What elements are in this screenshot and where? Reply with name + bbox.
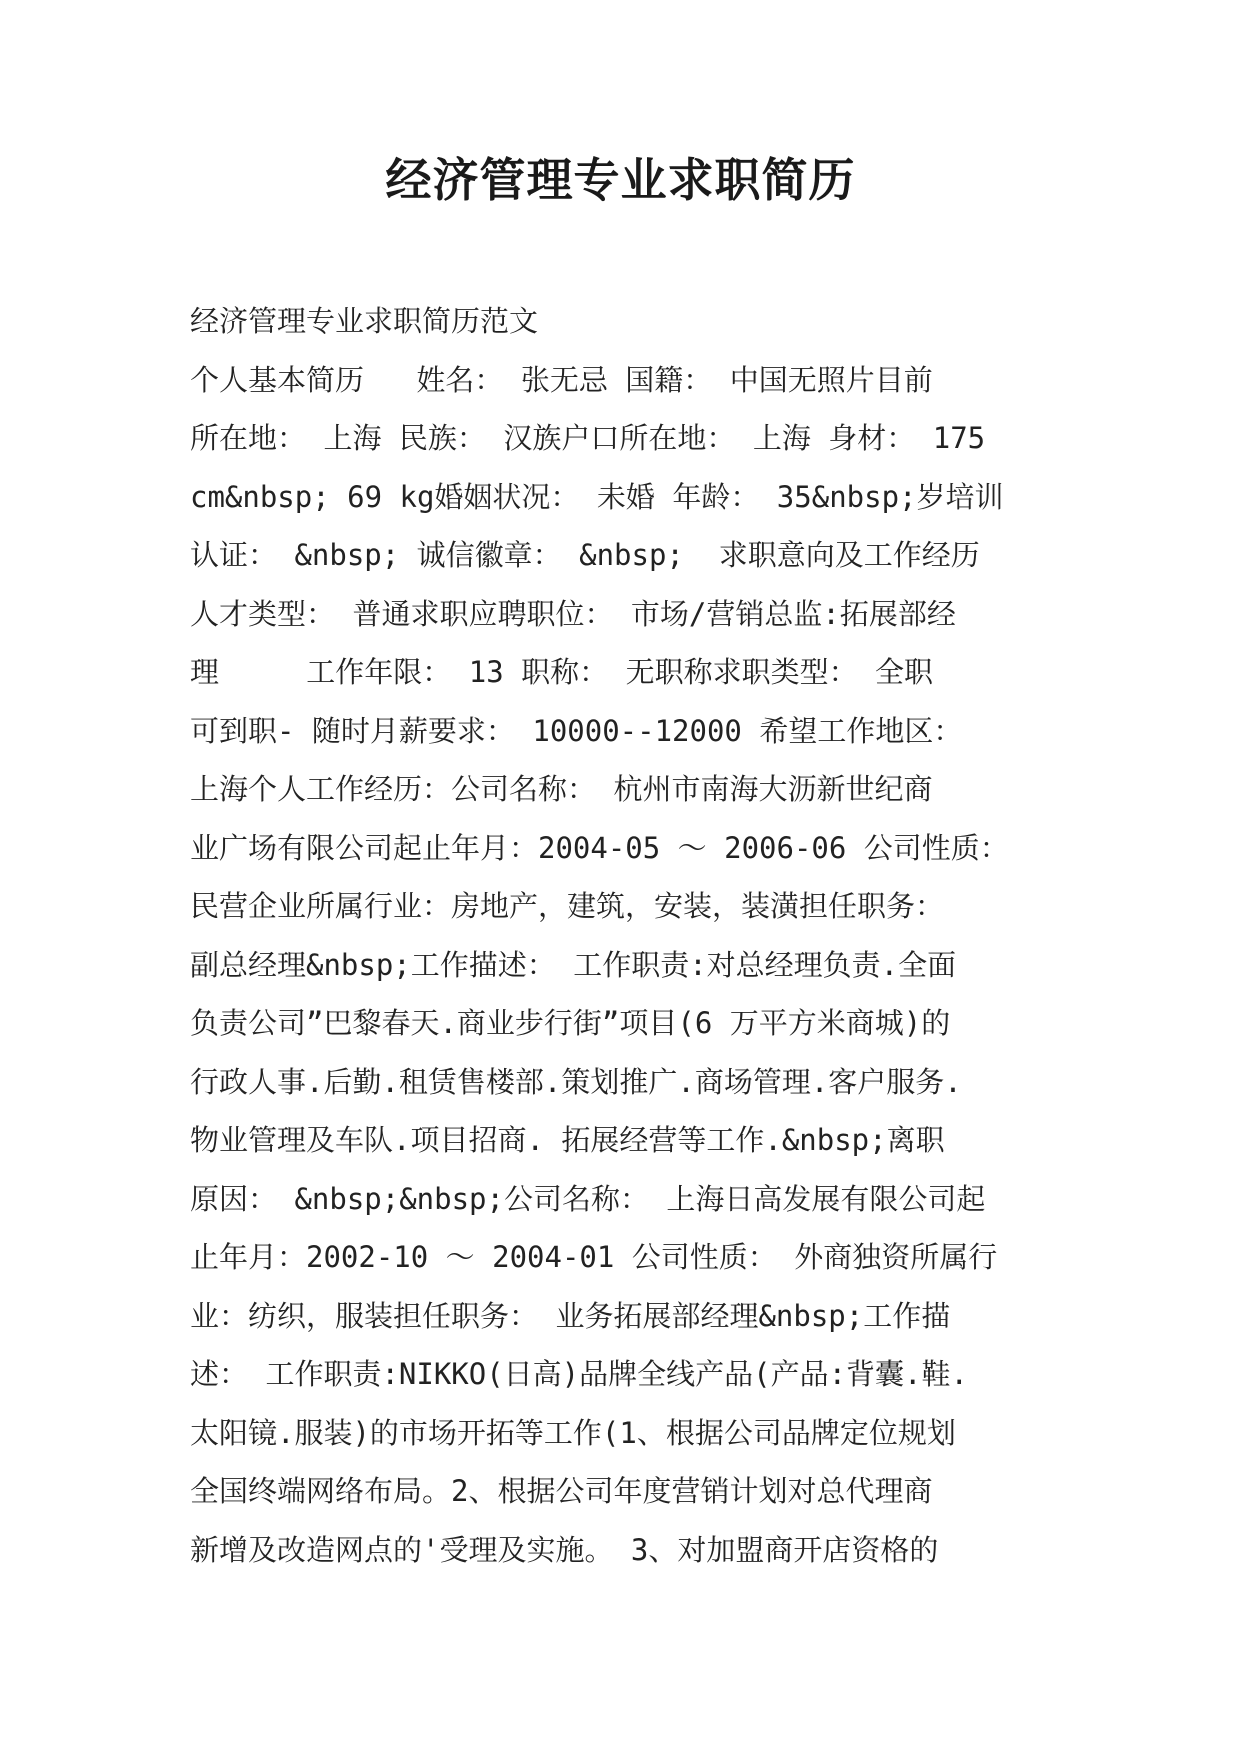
body-line: 理 工作年限： 13 职称： 无职称求职类型： 全职 bbox=[190, 655, 934, 689]
body-line: 业：纺织，服装担任职务： 业务拓展部经理&nbsp;工作描 bbox=[190, 1298, 951, 1333]
body-line: cm&nbsp; 69 kg婚姻状况： 未婚 年龄： 35&nbsp;岁培训 bbox=[190, 479, 1004, 514]
document-body bbox=[190, 292, 1070, 1579]
body-line: 副总经理&nbsp;工作描述： 工作职责:对总经理负责.全面 bbox=[190, 947, 957, 982]
body-line: 上海个人工作经历：公司名称： 杭州市南海大沥新世纪商 bbox=[190, 772, 933, 806]
body-line: 业广场有限公司起止年月：2004-05 ～ 2006-06 公司性质： bbox=[190, 830, 1009, 865]
body-line: 述： 工作职责:NIKKO(日高)品牌全线产品(产品:背囊.鞋. bbox=[190, 1357, 968, 1391]
body-line: 太阳镜.服装)的市场开拓等工作(1、根据公司品牌定位规划 bbox=[190, 1415, 956, 1450]
body-line: 人才类型： 普通求职应聘职位： 市场/营销总监:拓展部经 bbox=[190, 596, 956, 631]
body-line: 止年月：2002-10 ～ 2004-01 公司性质： 外商独资所属行 bbox=[190, 1240, 998, 1274]
body-line: 新增及改造网点的'受理及实施。 3、对加盟商开店资格的 bbox=[190, 1532, 939, 1567]
body-line: 认证： &nbsp; 诚信徽章： &nbsp; 求职意向及工作经历 bbox=[190, 538, 980, 572]
body-line: 所在地： 上海 民族： 汉族户口所在地： 上海 身材： 175 bbox=[190, 421, 986, 455]
body-line: 个人基本简历 姓名： 张无忌 国籍： 中国无照片目前 bbox=[190, 362, 933, 397]
body-line: 原因： &nbsp;&nbsp;公司名称： 上海日高发展有限公司起 bbox=[190, 1181, 986, 1216]
body-line: 物业管理及车队.项目招商. 拓展经营等工作.&nbsp;离职 bbox=[190, 1123, 945, 1157]
body-line: 可到职- 随时月薪要求： 10000--12000 希望工作地区： bbox=[190, 713, 963, 748]
document-title: 经济管理专业求职简历 bbox=[385, 153, 856, 207]
body-line: 民营企业所属行业：房地产，建筑，安装，装潢担任职务： bbox=[190, 889, 945, 923]
body-line: 经济管理专业求职简历范文 bbox=[190, 304, 539, 338]
body-line: 全国终端网络布局。2、根据公司年度营销计划对总代理商 bbox=[190, 1474, 933, 1508]
body-line: 负责公司”巴黎春天.商业步行街”项目(6 万平方米商城)的 bbox=[190, 1006, 951, 1040]
body-line: 行政人事.后勤.租赁售楼部.策划推广.商场管理.客户服务. bbox=[190, 1064, 962, 1099]
